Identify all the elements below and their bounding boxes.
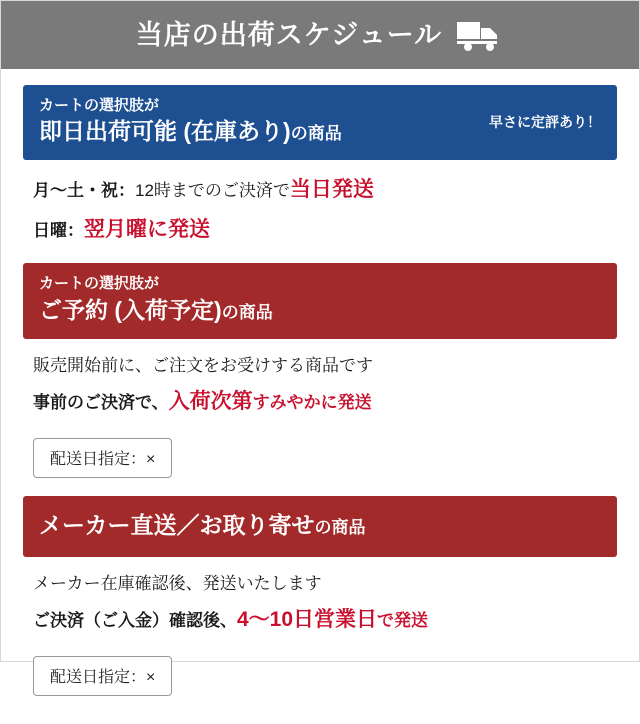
detail-line bbox=[33, 353, 607, 379]
section-title bbox=[39, 116, 342, 147]
section-title-suffix: の商品 bbox=[314, 517, 366, 537]
section-title-suffix: の商品 bbox=[290, 124, 342, 144]
section-detail-reservation bbox=[23, 339, 617, 496]
section-note: 早さに定評あり！ bbox=[489, 113, 601, 130]
detail-emphasis: 入荷次第 bbox=[168, 390, 253, 414]
detail-line bbox=[33, 174, 607, 206]
section-title-main: ご予約 (入荷予定) bbox=[39, 296, 222, 323]
section-title-main: メーカー直送／お取り寄せ bbox=[39, 511, 315, 538]
detail-emphasis: 翌月曜に発送 bbox=[84, 217, 210, 241]
detail-label: 事前のご決済で、 bbox=[33, 393, 169, 413]
delivery-truck-icon bbox=[456, 18, 504, 52]
detail-label: ご決済（ご入金）確認後、 bbox=[33, 611, 237, 631]
detail-line bbox=[33, 604, 607, 636]
detail-line bbox=[33, 571, 607, 597]
section-kicker: カートの選択肢が bbox=[39, 275, 160, 293]
page-title: 当店の出荷スケジュール bbox=[135, 19, 443, 50]
section-title-suffix: の商品 bbox=[221, 302, 273, 322]
detail-label: 日曜： bbox=[33, 220, 84, 240]
detail-line bbox=[33, 386, 607, 418]
section-title bbox=[39, 510, 366, 541]
section-header-same-day bbox=[23, 85, 617, 160]
section-title bbox=[39, 295, 273, 326]
section-header-maker-direct bbox=[23, 496, 617, 557]
page-header bbox=[1, 1, 639, 69]
detail-text: 販売開始前に、ご注文をお受けする商品です bbox=[33, 355, 373, 375]
section-header-text bbox=[39, 96, 342, 147]
section-header-text bbox=[39, 510, 366, 541]
detail-text: 12時までのご決済で bbox=[135, 181, 290, 201]
detail-text: メーカー在庫確認後、発送いたします bbox=[33, 573, 322, 593]
delivery-date-badge: 配送日指定：× bbox=[33, 438, 172, 478]
section-header-text bbox=[39, 274, 273, 325]
detail-emphasis: 当日発送 bbox=[289, 178, 374, 202]
section-title-main: 即日出荷可能 (在庫あり) bbox=[39, 118, 291, 145]
detail-emphasis-small: で発送 bbox=[377, 611, 429, 631]
section-kicker: カートの選択肢が bbox=[39, 97, 160, 114]
detail-label: 月～土・祝： bbox=[33, 181, 135, 201]
detail-emphasis: 4～10日営業日 bbox=[237, 608, 378, 632]
detail-emphasis-small: すみやかに発送 bbox=[252, 393, 372, 413]
section-detail-maker-direct bbox=[23, 557, 617, 714]
section-header-reservation bbox=[23, 263, 617, 338]
detail-line bbox=[33, 214, 607, 246]
section-detail-same-day bbox=[23, 160, 617, 263]
delivery-date-badge: 配送日指定：× bbox=[33, 656, 172, 696]
schedule-content bbox=[1, 69, 639, 724]
